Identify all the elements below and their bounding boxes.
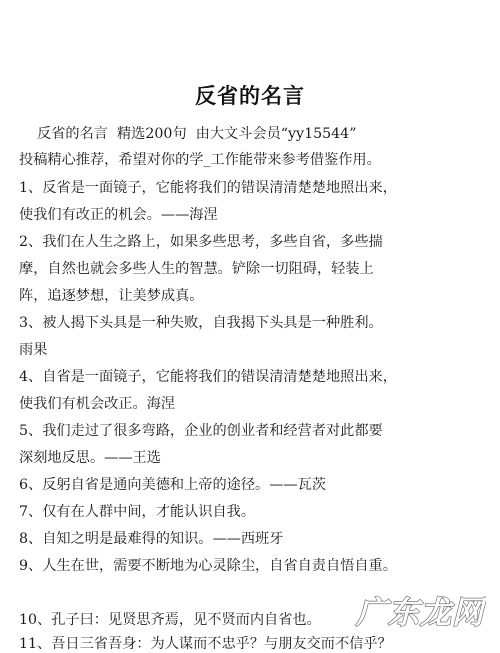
quote-11-line: 11、吾日三省吾身：为人谋而不忠乎？与朋友交而不信乎？: [19, 636, 392, 652]
quote-8-line: 8、自知之明是最难得的知识。——西班牙: [19, 531, 284, 547]
watermark-text: 广东龙网: [356, 595, 484, 631]
intro-line-2: 投稿精心推荐，希望对你的学_工作能带来参考借鉴作用。: [19, 152, 381, 168]
quote-4-line-2: 使我们有机会改正。海涅: [19, 396, 176, 412]
quote-4-line-1: 4、自省是一面镜子，它能将我们的错误清清楚楚地照出来，: [19, 369, 397, 385]
intro-line-1: 反省的名言 精选200句 由大文斗会员“yy15544”: [19, 126, 357, 142]
quote-5-line-2: 深刻地反思。——王选: [19, 450, 161, 466]
quote-3-line-2: 雨果: [19, 342, 48, 358]
quote-3-line-1: 3、被人揭下头具是一种失败，自我揭下头具是一种胜利。: [19, 315, 383, 331]
quote-2-line-2: 摩，自然也就会多些人生的智慧。铲除一切阻碍，轻装上: [19, 261, 374, 277]
quote-10-line: 10、孔子曰：见贤思齐焉，见不贤而内自省也。: [19, 612, 321, 628]
quote-2-line-1: 2、我们在人生之路上，如果多些思考，多些自省，多些揣: [19, 234, 383, 250]
quote-6-line: 6、反躬自省是通向美德和上帝的途径。——瓦茨: [19, 477, 326, 493]
quote-2-line-3: 阵，追逐梦想，让美梦成真。: [19, 288, 204, 304]
page-title: 反省的名言: [195, 84, 305, 108]
quote-1-line-2: 使我们有改正的机会。——海涅: [19, 207, 218, 223]
quote-7-line: 7、仅有在人群中间，才能认识自我。: [19, 504, 256, 520]
watermark-logo: [336, 591, 486, 631]
quote-5-line-1: 5、我们走过了很多弯路，企业的创业者和经营者对此都要: [19, 423, 383, 439]
quote-9-line: 9、人生在世，需要不断地为心灵除尘，自省自责自悟自重。: [19, 558, 397, 574]
quote-1-line-1: 1、反省是一面镜子，它能将我们的错误清清楚楚地照出来，: [19, 180, 397, 196]
